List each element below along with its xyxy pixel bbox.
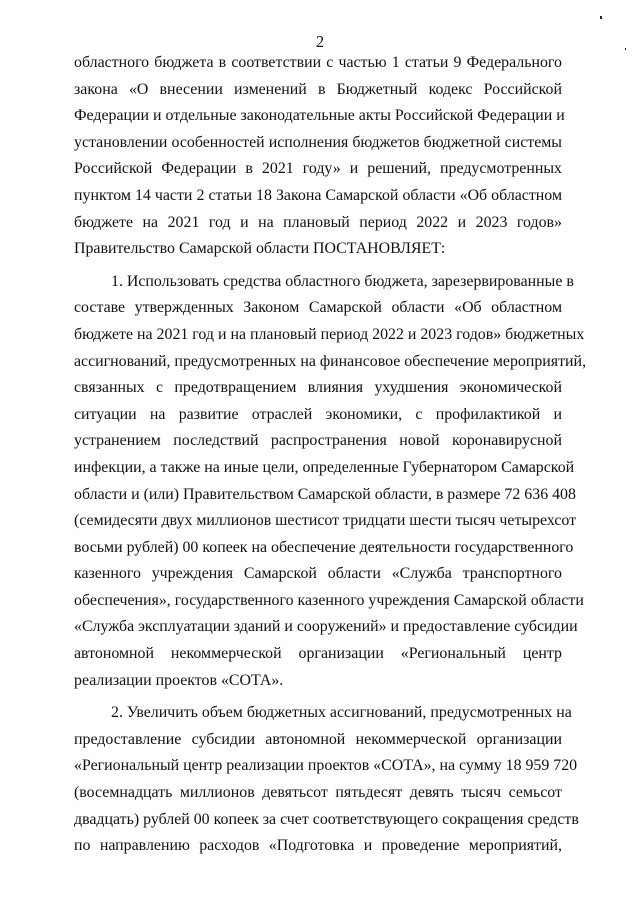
paragraph [74, 269, 587, 695]
text-line: (семидесяти двух миллионов шестисот тридцати шести тысяч четырехсот [74, 512, 577, 530]
text-line: составе утвержденных Законом Самарской области «Об областном [74, 299, 562, 317]
text-line: 1. Использовать средства областного бюджета, зарезервированные в [111, 272, 574, 290]
text-line: закона «О внесении изменений в Бюджетный кодекс Российской [74, 80, 562, 98]
text-line: «Региональный центр реализации проектов «СОТА», на сумму 18 959 720 [74, 757, 578, 775]
document-body [74, 50, 587, 860]
text-line: Федерации и отдельные законодательные акты Российской Федерации и [74, 107, 565, 125]
text-line: двадцать) рублей 00 копеек за счет соответствующего сокращения средств [74, 810, 579, 828]
text-line: восьми рублей) 00 копеек на обеспечение деятельности государственного [74, 538, 574, 556]
text-line: автономной некоммерческой организации «Региональный центр [74, 645, 562, 663]
text-line: связанных с предотвращением влияния ухудшения экономической [74, 379, 562, 397]
text-line: устранением последствий распространения новой коронавирусной [74, 432, 562, 450]
text-line: областного бюджета в соответствии с частью 1 статьи 9 Федерального [74, 54, 562, 71]
text-line: реализации проектов «СОТА». [74, 671, 284, 689]
text-line: Правительство Самарской области ПОСТАНОВЛЯЕТ: [74, 240, 446, 258]
text-line: инфекции, а также на иные цели, определенные Губернатором Самарской [74, 458, 575, 476]
text-line: ситуации на развитие отраслей экономики, с профилактикой и [74, 405, 562, 423]
paragraph [74, 700, 579, 860]
text-line: (восемнадцать миллионов девятьсот пятьдесят девять тысяч семьсот [74, 784, 562, 802]
text-line: области и (или) Правительством Самарской области, в размере 72 636 408 [74, 485, 576, 503]
text-line: пунктом 14 части 2 статьи 18 Закона Самарской области «Об областном [74, 186, 562, 204]
text-line: бюджете на 2021 год и на плановый период 2022 и 2023 годов» бюджетных [74, 325, 585, 343]
page-number: 2 [315, 32, 325, 51]
text-line: установлении особенностей исполнения бюджетов бюджетной системы [74, 133, 562, 151]
text-line: по направлению расходов «Подготовка и проведение мероприятий, [74, 837, 562, 855]
text-line: Российской Федерации в 2021 году» и решений, предусмотренных [74, 160, 562, 178]
text-line: обеспечения», государственного казенного учреждения Самарской области [74, 591, 584, 609]
text-line: бюджете на 2021 год и на плановый период 2022 и 2023 годов» [74, 213, 562, 231]
text-line: 2. Увеличить объем бюджетных ассигнований, предусмотренных на [111, 704, 572, 722]
text-line: казенного учреждения Самарской области «Служба транспортного [74, 565, 562, 583]
text-line: ассигнований, предусмотренных на финансовое обеспечение мероприятий, [74, 352, 587, 370]
scan-speck [600, 16, 602, 19]
paragraph [74, 50, 565, 263]
scan-speck [625, 48, 626, 50]
text-line: «Служба эксплуатации зданий и сооружений» и предоставление субсидии [74, 618, 578, 636]
text-line: предоставление субсидии автономной некоммерческой организации [74, 730, 562, 748]
